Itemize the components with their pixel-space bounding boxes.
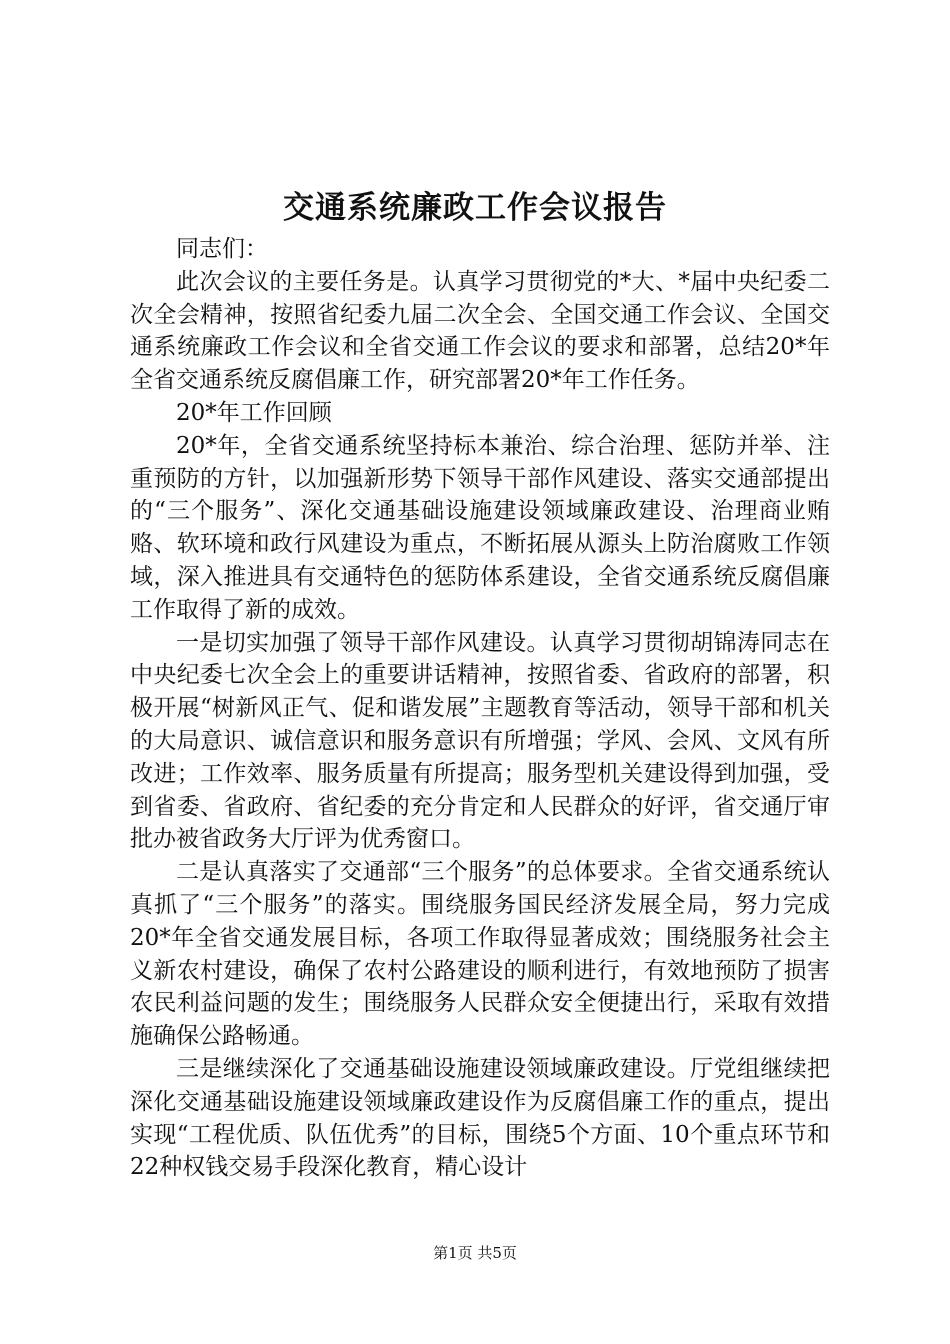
document-body xyxy=(130,233,830,1184)
paragraph: 20*年，全省交通系统坚持标本兼治、综合治理、惩防并举、注重预防的方针，以加强新形势下领导干部作风建设、落实交通部提出的“三个服务”、深化交通基础设施建设领域廉政建设、治理商业贿赂、软环境和政行风建设为重点，不断拓展从源头上防治腐败工作领域，深入推进具有交通特色的惩防体系建设，全省交通系统反腐倡廉工作取得了新的成效。 xyxy=(130,432,830,623)
paragraph: 三是继续深化了交通基础设施建设领域廉政建设。厅党组继续把深化交通基础设施建设领域廉政建设作为反腐倡廉工作的重点，提出实现“工程优质、队伍优秀”的目标，围绕5个方面、10个重点环节和22种权钱交易手段深化教育，精心设计 xyxy=(130,1055,830,1181)
page-footer: 第1页 共5页 xyxy=(433,1244,517,1262)
salutation: 同志们： xyxy=(176,236,268,262)
document-title: 交通系统廉政工作会议报告 xyxy=(283,190,667,226)
paragraph: 此次会议的主要任务是。认真学习贯彻党的*大、*届中央纪委二次全会精神，按照省纪委九届二次全会、全国交通工作会议、全国交通系统廉政工作会议和全省交通工作会议的要求和部署，总结20*年全省交通系统反腐倡廉工作，研究部署20*年工作任务。 xyxy=(130,268,830,394)
paragraph: 一是切实加强了领导干部作风建设。认真学习贯彻胡锦涛同志在中央纪委七次全会上的重要讲话精神，按照省委、省政府的部署，积极开展“树新风正气、促和谐发展”主题教育等活动，领导干部和机关的大局意识、诚信意识和服务意识有所增强；学风、会风、文风有所改进；工作效率、服务质量有所提高；服务型机关建设得到加强，受到省委、省政府、省纪委的充分肯定和人民群众的好评，省交通厅审批办被省政务大厅评为优秀窗口。 xyxy=(130,629,830,853)
section-heading: 20*年工作回顾 xyxy=(176,399,332,426)
paragraph: 二是认真落实了交通部“三个服务”的总体要求。全省交通系统认真抓了“三个服务”的落实。围绕服务国民经济发展全局，努力完成20*年全省交通发展目标，各项工作取得显著成效；围绕服务社会主义新农村建设，确保了农村公路建设的顺利进行，有效地预防了损害农民利益问题的发生；围绕服务人民群众安全便捷出行，采取有效措施确保公路畅通。 xyxy=(130,859,830,1050)
